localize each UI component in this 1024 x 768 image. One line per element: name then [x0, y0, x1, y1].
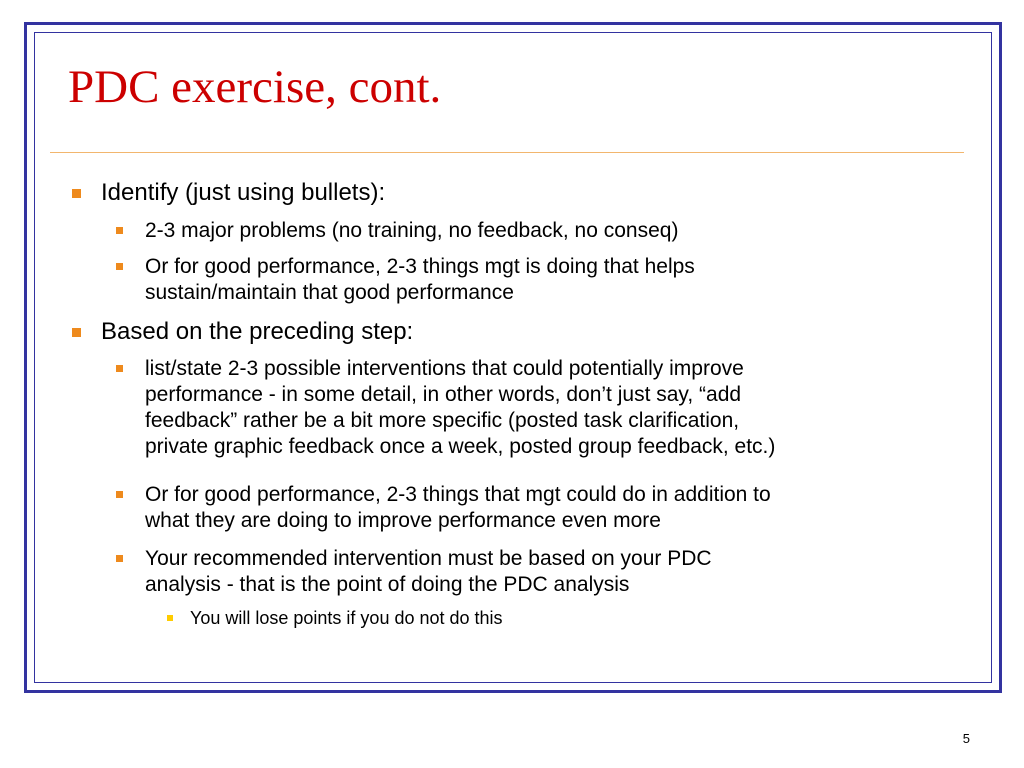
sub-bullet-major-problems — [145, 218, 678, 244]
bullet-identify — [101, 179, 385, 207]
bullet-square-icon — [116, 365, 123, 372]
sub-bullet-line: sustain/maintain that good performance — [145, 281, 514, 304]
sub-bullet-additional-things — [145, 482, 771, 534]
sub-bullet-good-performance — [145, 254, 695, 306]
sub-bullet-line: private graphic feedback once a week, posted group feedback, etc.) — [145, 435, 776, 458]
bullet-square-icon — [167, 615, 173, 621]
sub-bullet-line: Your recommended intervention must be based on your PDC — [145, 547, 712, 570]
sub-bullet-line: what they are doing to improve performance even more — [145, 509, 661, 532]
page-number: 5 — [962, 731, 970, 746]
sub-bullet-interventions — [145, 356, 775, 460]
sub-bullet-line: performance - in some detail, in other words, don’t just say, “add — [145, 383, 742, 406]
sub-bullet-line: feedback” rather be a bit more specific (posted task clarification, — [145, 409, 740, 432]
bullet-square-icon — [116, 227, 123, 234]
bullet-square-icon — [72, 328, 81, 337]
bullet-square-icon — [116, 263, 123, 270]
sub-sub-bullet-text: You will lose points if you do not do this — [190, 608, 503, 628]
sub-sub-bullet-lose-points — [190, 607, 503, 629]
bullet-square-icon — [72, 189, 81, 198]
sub-bullet-recommended-intervention — [145, 546, 712, 598]
sub-bullet-line: Or for good performance, 2-3 things that mgt could do in addition to — [145, 483, 771, 506]
bullet-square-icon — [116, 555, 123, 562]
bullet-text: Based on the preceding step: — [101, 318, 414, 345]
sub-bullet-line: list/state 2-3 possible interventions that could potentially improve — [145, 357, 744, 380]
bullet-text: Identify (just using bullets): — [101, 179, 386, 206]
sub-bullet-line: Or for good performance, 2-3 things mgt is doing that helps — [145, 255, 695, 278]
slide-title: PDC exercise, cont. — [68, 61, 442, 113]
sub-bullet-line: 2-3 major problems (no training, no feedback, no conseq) — [145, 219, 679, 242]
bullet-based-on — [101, 318, 413, 346]
sub-bullet-line: analysis - that is the point of doing the PDC analysis — [145, 573, 630, 596]
bullet-square-icon — [116, 491, 123, 498]
